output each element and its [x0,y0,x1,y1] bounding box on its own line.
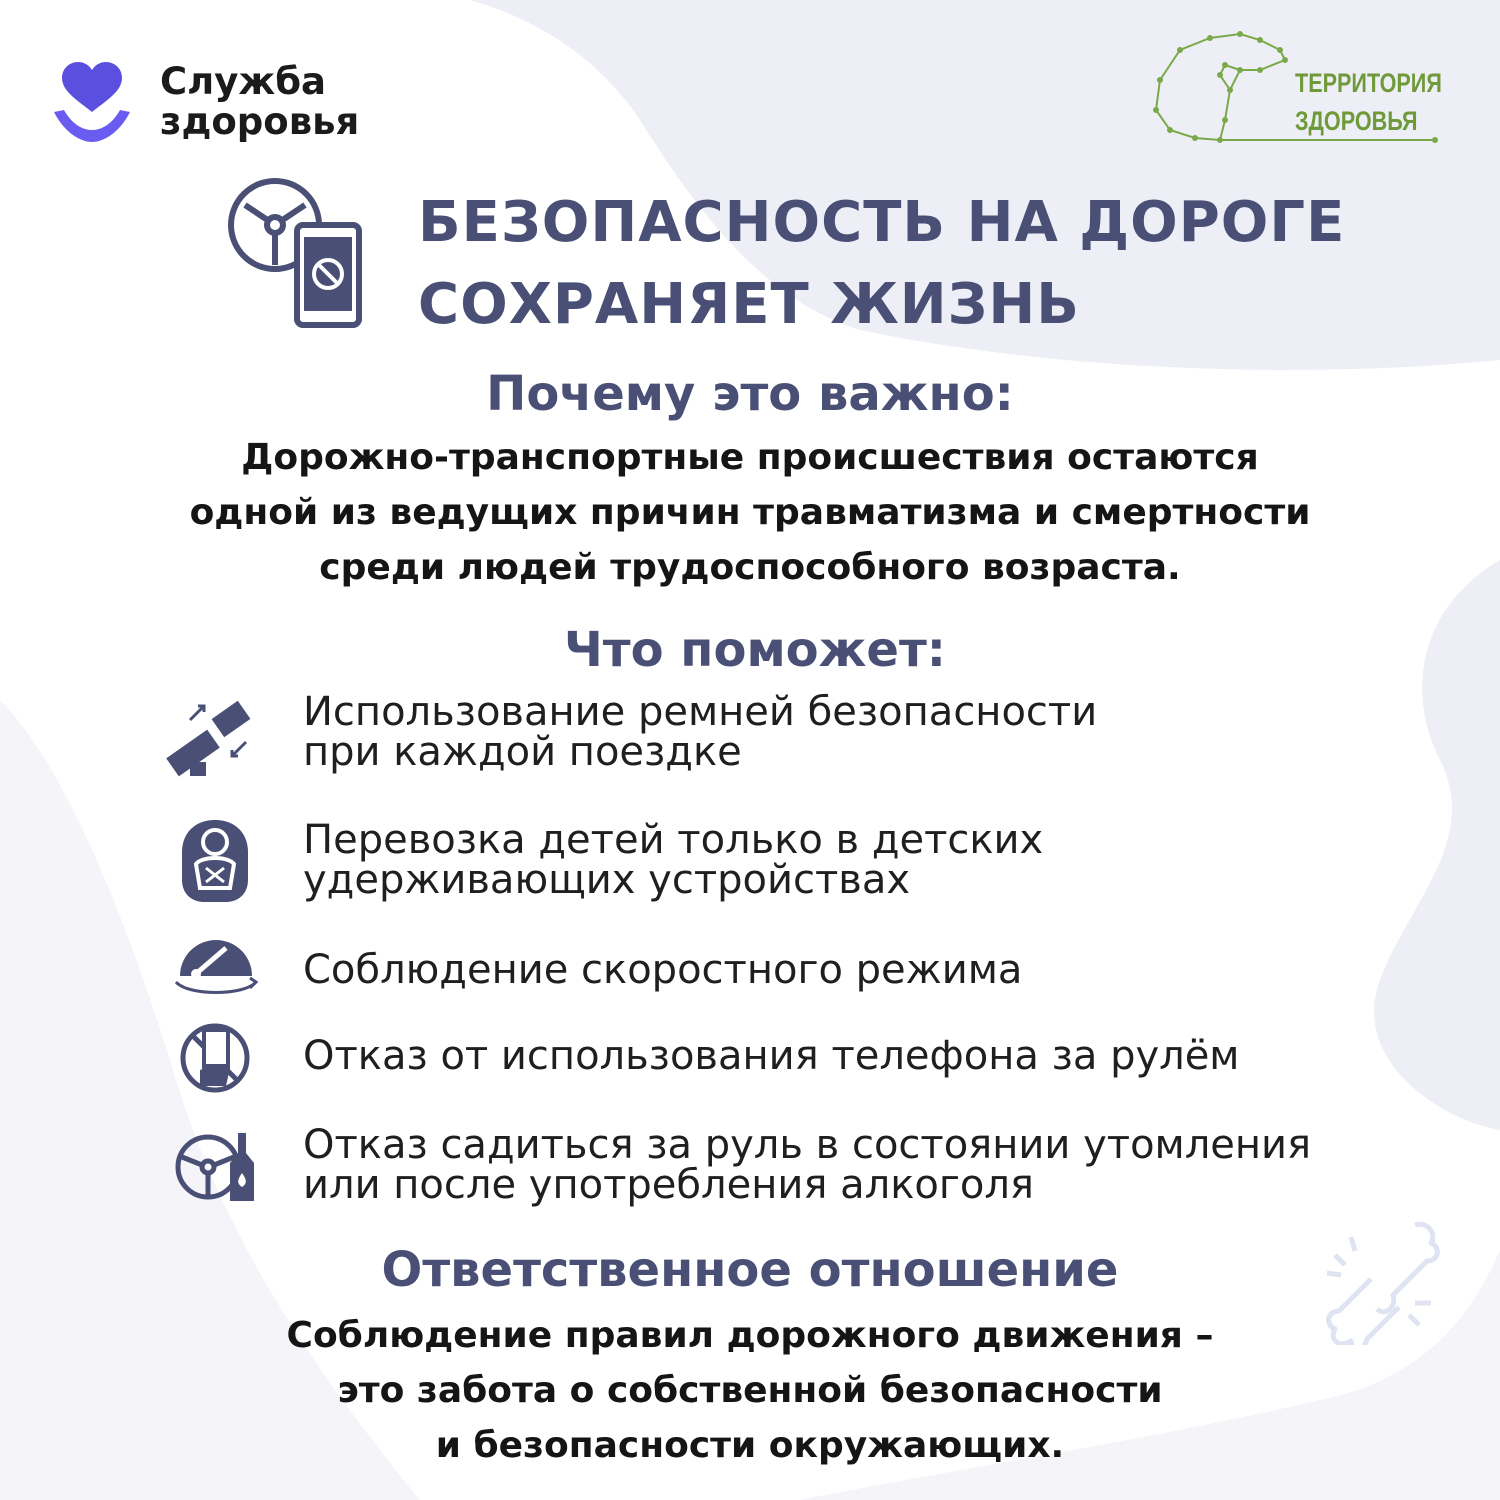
tip-1-line-2: при каждой поездке [303,729,742,775]
why-line-1: Дорожно-транспортные происшествия остаются [241,437,1259,478]
tip-1-line-1: Использование ремней безопасности [303,689,1098,735]
logo-line-2: здоровья [160,100,360,143]
tip-2-line-2: удерживающих устройствах [303,857,911,903]
tip-3-line-1: Соблюдение скоростного режима [303,947,1023,993]
responsible-heading: Ответственное отношение [381,1242,1119,1298]
tip-5-line-1: Отказ садиться за руль в состоянии утомления [303,1122,1312,1168]
heart-smile-icon [50,60,140,150]
list-item [160,1020,1440,1100]
broken-bone-icon [1315,1215,1445,1345]
wheel-bottle-icon [160,1123,270,1213]
tip-4-line-1: Отказ от использования телефона за рулём [303,1033,1240,1079]
help-heading: Что поможет: [564,622,946,678]
page-title [418,182,1478,346]
speedometer-icon [160,932,270,1002]
why-line-3: среди людей трудоспособного возраста. [319,547,1181,588]
logo-line-1: Служба [160,60,326,103]
seatbelt-icon [160,690,270,780]
responsible-line-1: Соблюдение правил дорожного движения – [286,1315,1214,1356]
why-line-2: одной из ведущих причин травматизма и смертности [189,492,1311,533]
responsible-line-3: и безопасности окружающих. [435,1425,1065,1466]
list-item [160,932,1440,1002]
steering-wheel-phone-icon [225,175,365,330]
list-item [160,1123,1440,1213]
sluzhba-zdorovya-logo [50,60,410,150]
child-seat-icon [160,818,270,908]
title-line-2: СОХРАНЯЕТ ЖИЗНЬ [418,272,1080,337]
tip-2-line-1: Перевозка детей только в детских [303,817,1044,863]
tip-5-line-2: или после употребления алкоголя [303,1162,1034,1208]
why-text [0,430,1500,595]
responsible-text [0,1308,1500,1473]
no-phone-icon [160,1020,270,1100]
logo-right-line-1: ТЕРРИТОРИЯ [1295,68,1442,98]
why-heading: Почему это важно: [486,366,1014,422]
title-line-1: БЕЗОПАСНОСТЬ НА ДОРОГЕ [418,190,1346,255]
list-item [160,818,1440,908]
logo-right-line-2: ЗДОРОВЬЯ [1295,106,1418,136]
responsible-line-2: это забота о собственной безопасности [337,1370,1163,1411]
territoriya-zdorovya-logo [1150,30,1450,150]
list-item [160,690,1440,780]
